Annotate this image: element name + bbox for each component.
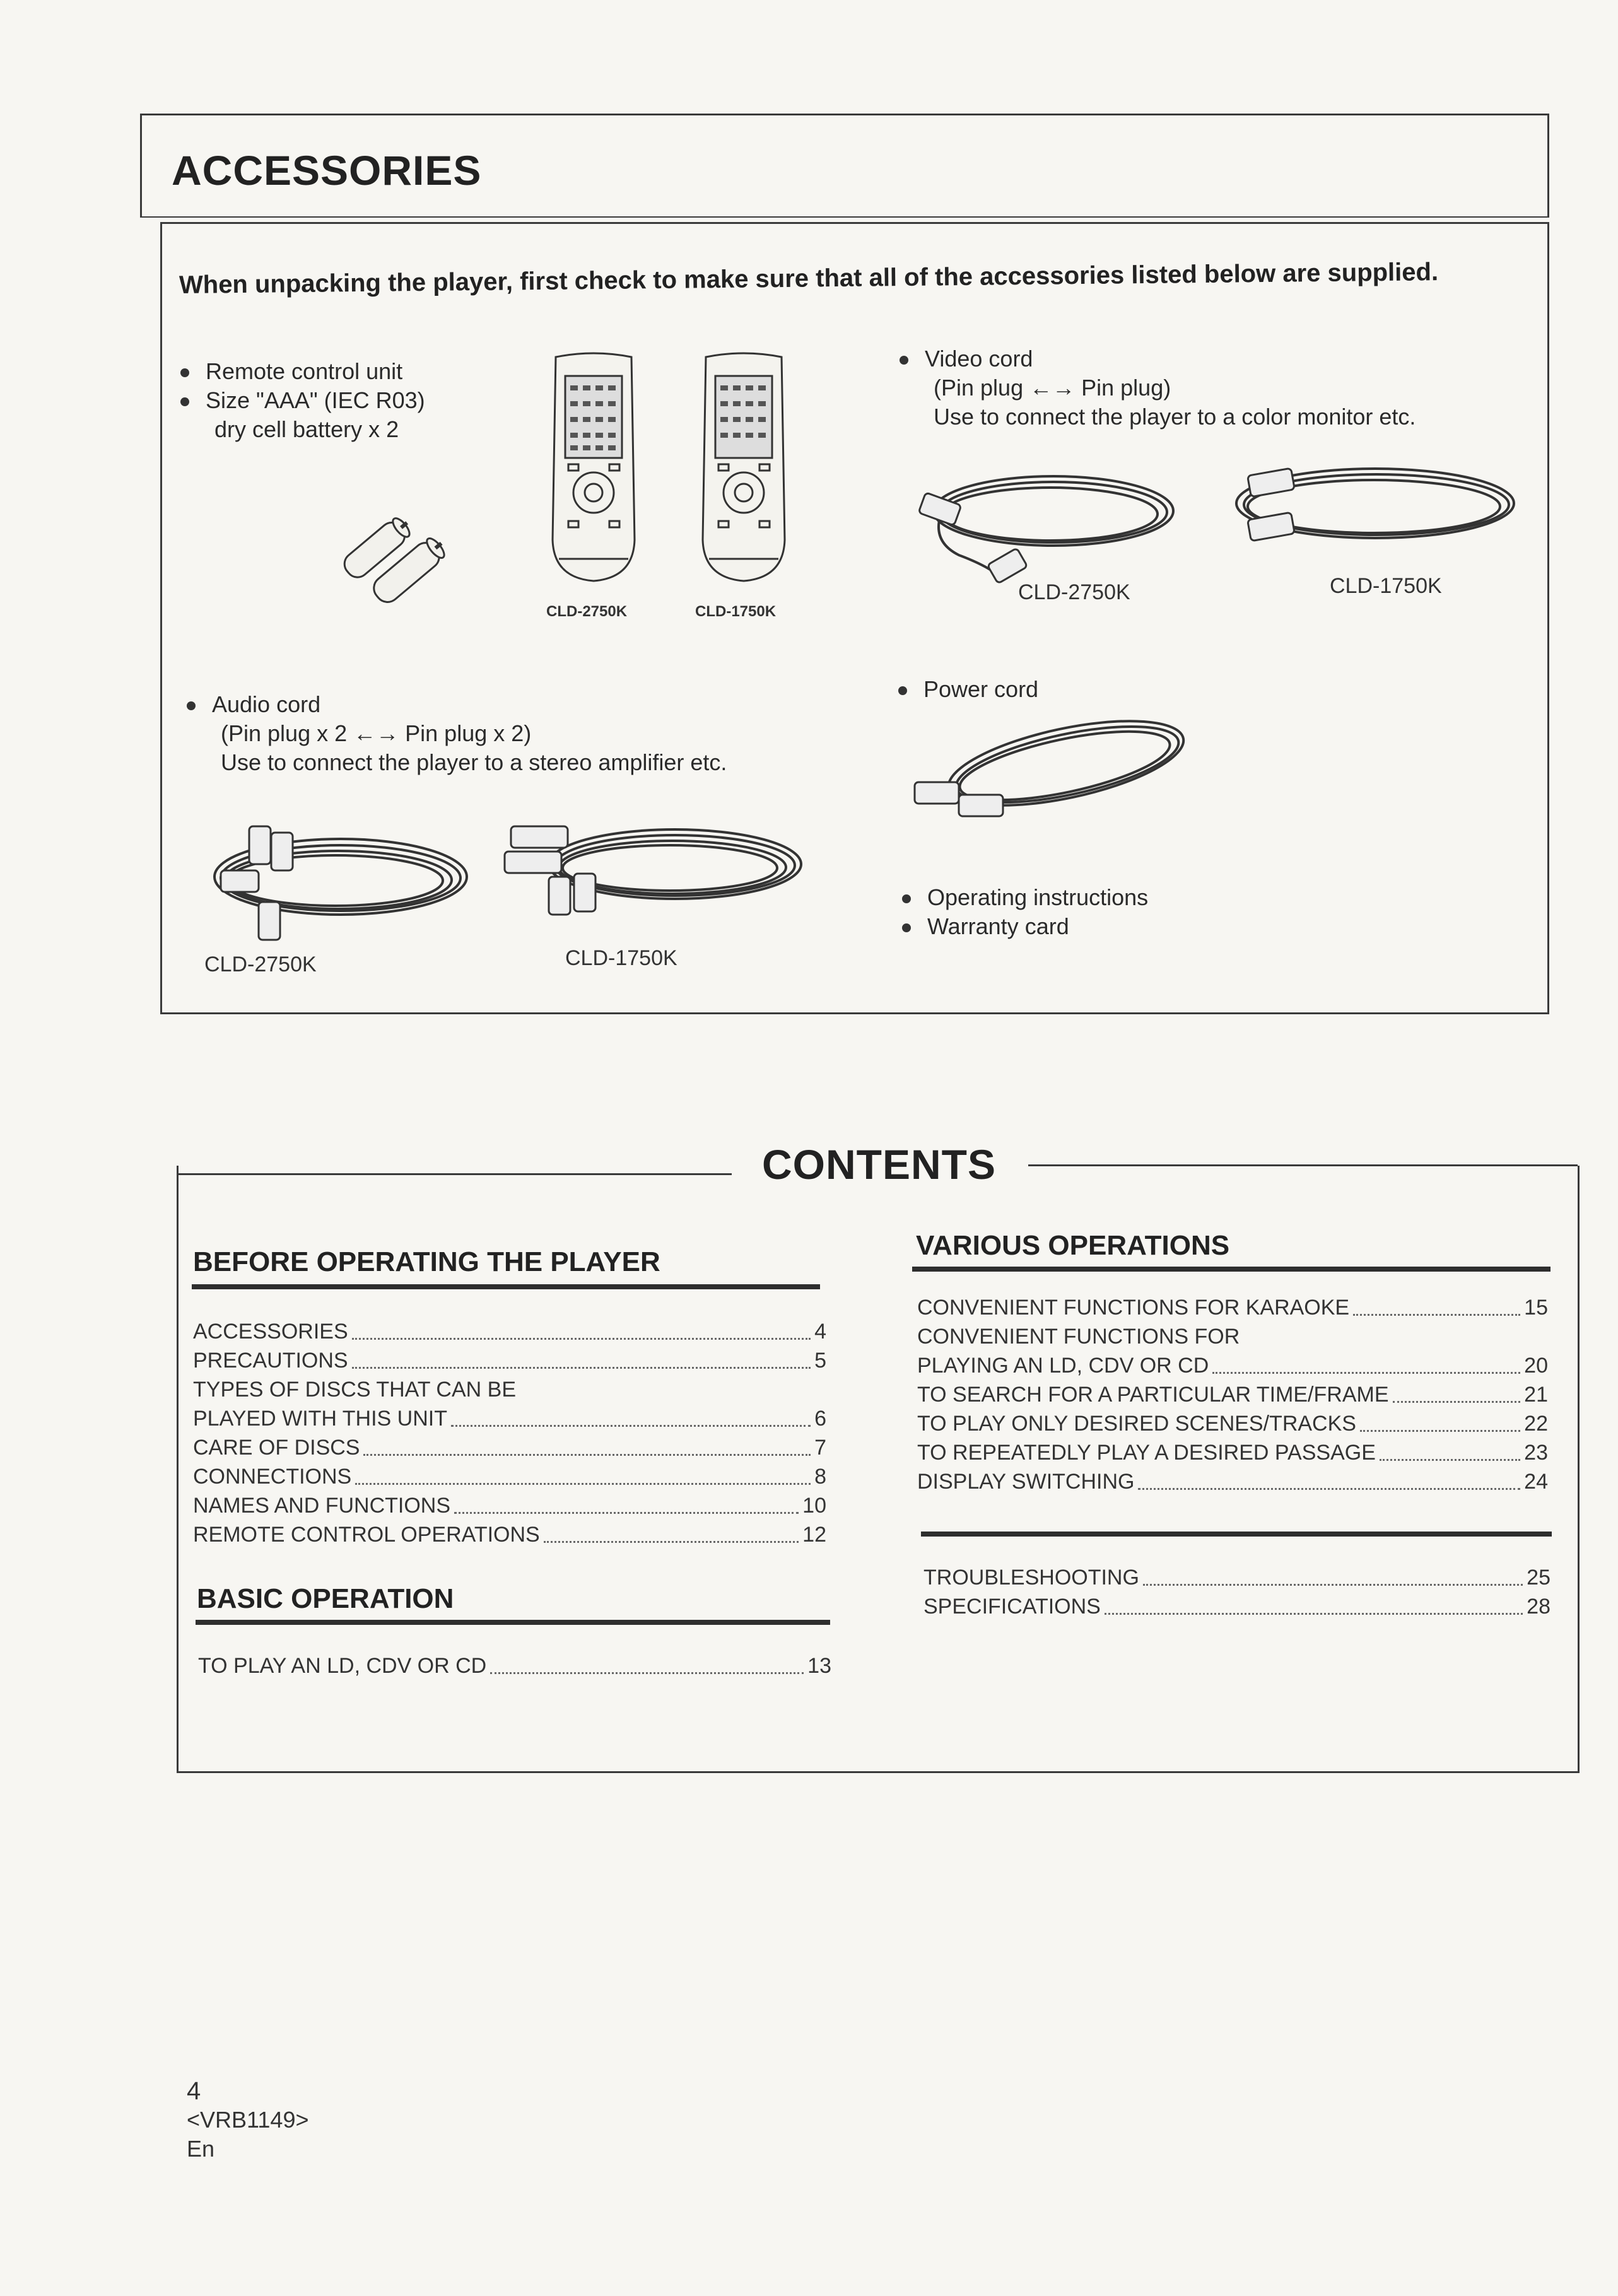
bullet-icon bbox=[180, 368, 189, 377]
bullet-icon bbox=[187, 701, 196, 710]
bullet-icon bbox=[900, 356, 908, 365]
toc-row[interactable]: TO PLAY AN LD, CDV OR CD 13 bbox=[198, 1654, 831, 1678]
video-caption-2750: CLD-2750K bbox=[1018, 580, 1130, 604]
remote-caption-2750: CLD-2750K bbox=[546, 603, 628, 620]
bullet-icon bbox=[902, 894, 911, 903]
list-item: Power cord bbox=[898, 675, 1038, 704]
page-footer bbox=[187, 2076, 308, 2164]
accessories-title: ACCESSORIES bbox=[172, 147, 482, 194]
list-item-cont: dry cell battery x 2 bbox=[214, 416, 399, 442]
audio-caption-1750: CLD-1750K bbox=[565, 946, 677, 970]
various-more-toc bbox=[923, 1563, 1551, 1621]
list-item: Size "AAA" (IEC R03) bbox=[180, 386, 425, 415]
toc-row[interactable]: TROUBLESHOOTING 25 bbox=[923, 1566, 1551, 1590]
contents-rule-left bbox=[177, 1173, 732, 1175]
remote-control-2750-icon bbox=[546, 351, 641, 584]
basic-heading: BASIC OPERATION bbox=[197, 1583, 454, 1614]
toc-row[interactable]: ACCESSORIES 4 bbox=[193, 1320, 826, 1344]
before-heading: BEFORE OPERATING THE PLAYER bbox=[193, 1246, 660, 1277]
page-number: 4 bbox=[187, 2077, 201, 2105]
various-toc bbox=[917, 1293, 1548, 1496]
contents-title: CONTENTS bbox=[762, 1141, 996, 1188]
list-item-cont: (Pin plug ←→ Pin plug) bbox=[934, 375, 1171, 401]
toc-row[interactable]: TO SEARCH FOR A PARTICULAR TIME/FRAME 21 bbox=[917, 1383, 1548, 1407]
documents-list bbox=[902, 883, 1148, 941]
basic-heading-rule bbox=[196, 1620, 830, 1625]
list-item: Remote control unit bbox=[180, 357, 425, 386]
toc-row[interactable]: DISPLAY SWITCHING 24 bbox=[917, 1470, 1548, 1494]
list-item: Audio cord bbox=[187, 690, 727, 719]
list-item-cont: Use to connect the player to a color monitor etc. bbox=[934, 404, 1416, 430]
video-cord-1750-illustration bbox=[1211, 453, 1527, 566]
bullet-icon bbox=[180, 397, 189, 406]
list-item: Video cord bbox=[900, 344, 1416, 373]
various-heading: VARIOUS OPERATIONS bbox=[916, 1230, 1230, 1261]
before-heading-rule bbox=[192, 1284, 820, 1289]
toc-row[interactable]: NAMES AND FUNCTIONS 10 bbox=[193, 1494, 826, 1518]
language-label: En bbox=[187, 2136, 215, 2162]
remote-list bbox=[180, 357, 425, 444]
remote-caption-1750: CLD-1750K bbox=[695, 603, 777, 620]
toc-row[interactable]: TO PLAY ONLY DESIRED SCENES/TRACKS 22 bbox=[917, 1412, 1548, 1436]
toc-row[interactable]: CARE OF DISCS 7 bbox=[193, 1436, 826, 1460]
basic-toc bbox=[198, 1651, 831, 1680]
power-cord-illustration bbox=[902, 700, 1199, 839]
contents-rule-right bbox=[1028, 1164, 1578, 1166]
remote-control-1750-icon bbox=[696, 351, 791, 584]
video-cord-list bbox=[900, 344, 1416, 431]
toc-row[interactable]: CONVENIENT FUNCTIONS FOR bbox=[917, 1325, 1240, 1349]
various-heading-rule bbox=[912, 1267, 1551, 1272]
audio-cord-list bbox=[187, 690, 727, 777]
check-note: When unpacking the player, first check to make sure that all of the accessories listed below are supplied. bbox=[179, 258, 1439, 299]
audio-cord-1750-illustration bbox=[498, 814, 814, 927]
list-item: Operating instructions bbox=[902, 883, 1148, 912]
battery-illustration bbox=[315, 492, 473, 612]
toc-row[interactable]: PLAYED WITH THIS UNIT 6 bbox=[193, 1407, 826, 1431]
various-separator-rule bbox=[921, 1532, 1552, 1537]
list-item-cont: Use to connect the player to a stereo amplifier etc. bbox=[221, 749, 727, 775]
toc-row[interactable]: PRECAUTIONS 5 bbox=[193, 1349, 826, 1373]
video-caption-1750: CLD-1750K bbox=[1330, 574, 1442, 598]
toc-row[interactable]: PLAYING AN LD, CDV OR CD 20 bbox=[917, 1354, 1548, 1378]
toc-row[interactable]: TYPES OF DISCS THAT CAN BE bbox=[193, 1378, 516, 1402]
list-item-cont: (Pin plug x 2 ←→ Pin plug x 2) bbox=[221, 720, 532, 746]
toc-row[interactable]: SPECIFICATIONS 28 bbox=[923, 1595, 1551, 1619]
before-toc bbox=[193, 1317, 826, 1549]
document-code: <VRB1149> bbox=[187, 2107, 309, 2133]
toc-row[interactable]: REMOTE CONTROL OPERATIONS 12 bbox=[193, 1523, 826, 1547]
bullet-icon bbox=[898, 686, 907, 695]
bullet-icon bbox=[902, 923, 911, 932]
audio-caption-2750: CLD-2750K bbox=[204, 952, 317, 976]
toc-row[interactable]: CONNECTIONS 8 bbox=[193, 1465, 826, 1489]
toc-row[interactable]: TO REPEATEDLY PLAY A DESIRED PASSAGE 23 bbox=[917, 1441, 1548, 1465]
video-cord-2750-illustration bbox=[896, 460, 1186, 587]
double-arrow-icon: ←→ bbox=[1029, 375, 1076, 401]
audio-cord-2750-illustration bbox=[189, 820, 473, 946]
toc-row[interactable]: CONVENIENT FUNCTIONS FOR KARAOKE 15 bbox=[917, 1296, 1548, 1320]
list-item: Warranty card bbox=[902, 912, 1148, 941]
double-arrow-icon: ←→ bbox=[353, 720, 399, 746]
